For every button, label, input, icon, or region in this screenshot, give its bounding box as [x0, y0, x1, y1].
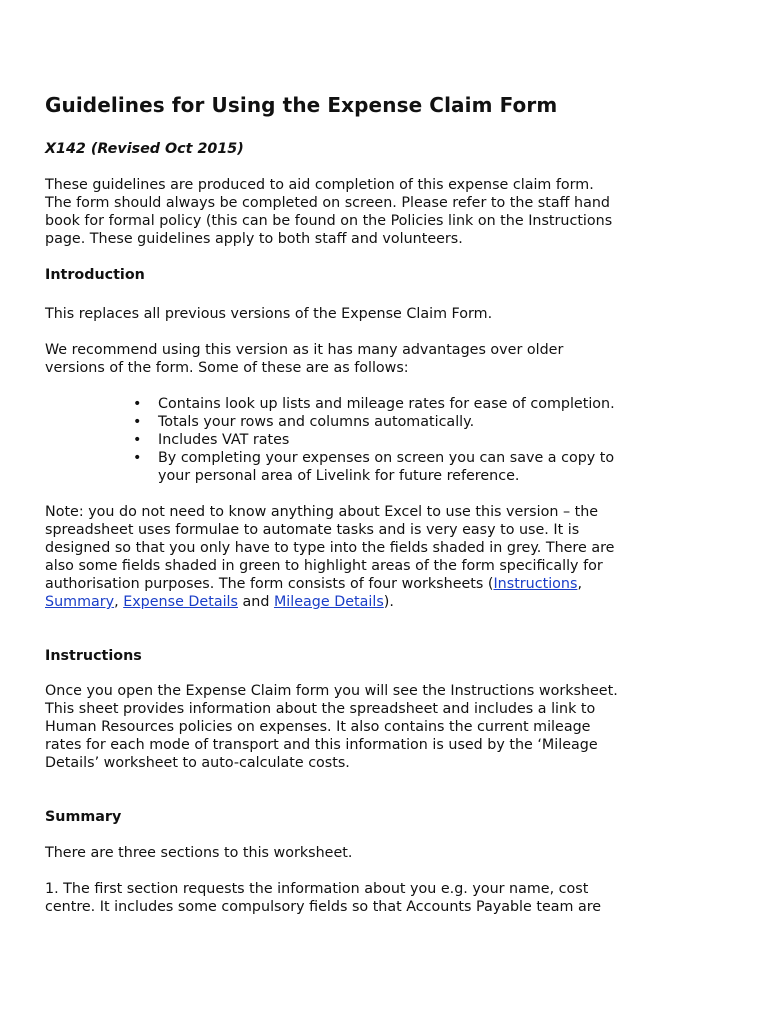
replace-paragraph: This replaces all previous versions of the Expense Claim Form. — [45, 306, 493, 322]
list-item-text: Includes VAT rates — [158, 432, 290, 448]
list-item — [133, 449, 665, 485]
text-line: also some fields shaded in green to highlight areas of the form specifically for — [45, 558, 603, 574]
text-line: Human Resources policies on expenses. It also contains the current mileage — [45, 719, 591, 735]
separator: ). — [383, 594, 394, 610]
text-line: book for formal policy (this can be found on the Policies link on the Instructions — [45, 213, 613, 229]
instructions-paragraph — [45, 682, 665, 772]
text-line: These guidelines are produced to aid completion of this expense claim form. — [45, 177, 594, 193]
bullet-icon: • — [133, 414, 142, 430]
document-title: Guidelines for Using the Expense Claim Form — [45, 93, 558, 117]
mileage-details-link[interactable]: Mileage Details — [273, 594, 384, 610]
list-item — [133, 431, 665, 449]
text-line: We recommend using this version as it has many advantages over older — [45, 342, 564, 358]
text-line: centre. It includes some compulsory fields so that Accounts Payable team are — [45, 899, 602, 915]
separator: , — [577, 576, 582, 592]
list-item — [133, 395, 665, 413]
separator: , — [114, 594, 124, 610]
list-item-text: your personal area of Livelink for future reference. — [158, 468, 520, 484]
text-line: page. These guidelines apply to both staff and volunteers. — [45, 231, 463, 247]
text-line: The form should always be completed on screen. Please refer to the staff hand — [45, 195, 610, 211]
text-line: 1. The first section requests the information about you e.g. your name, cost — [45, 881, 589, 897]
text-line: rates for each mode of transport and this information is used by the ‘Mileage — [45, 737, 598, 753]
separator: and — [237, 594, 274, 610]
list-item — [133, 413, 665, 431]
bullet-icon: • — [133, 432, 142, 448]
heading-introduction: Introduction — [45, 267, 145, 283]
form-code: X142 (Revised Oct 2015) — [45, 141, 244, 157]
advantages-list — [45, 395, 665, 485]
text-line: spreadsheet uses formulae to automate tasks and is very easy to use. It is — [45, 522, 580, 538]
bullet-icon: • — [133, 450, 142, 466]
recommend-paragraph — [45, 341, 665, 377]
heading-summary: Summary — [45, 809, 122, 825]
list-item-text: By completing your expenses on screen you can save a copy to — [158, 450, 615, 466]
text-line: This sheet provides information about the spreadsheet and includes a link to — [45, 701, 596, 717]
intro-paragraph — [45, 176, 665, 248]
text-line: Once you open the Expense Claim form you will see the Instructions worksheet. — [45, 683, 618, 699]
list-item-text: Totals your rows and columns automatically. — [158, 414, 475, 430]
text-line: versions of the form. Some of these are as follows: — [45, 360, 409, 376]
bullet-icon: • — [133, 396, 142, 412]
text-line: Note: you do not need to know anything about Excel to use this version – the — [45, 504, 599, 520]
text-line: authorisation purposes. The form consists of four worksheets ( — [45, 576, 494, 592]
expense-details-link[interactable]: Expense Details — [123, 594, 238, 610]
text-line: Details’ worksheet to auto-calculate costs. — [45, 755, 350, 771]
heading-instructions: Instructions — [45, 648, 142, 664]
instructions-link[interactable]: Instructions — [493, 576, 578, 592]
summary-item-1 — [45, 880, 665, 916]
summary-intro: There are three sections to this worksheet. — [45, 845, 353, 861]
note-paragraph — [45, 503, 665, 611]
summary-link[interactable]: Summary — [45, 594, 115, 610]
list-item-text: Contains look up lists and mileage rates for ease of completion. — [158, 396, 615, 412]
text-line: designed so that you only have to type into the fields shaded in grey. There are — [45, 540, 615, 556]
